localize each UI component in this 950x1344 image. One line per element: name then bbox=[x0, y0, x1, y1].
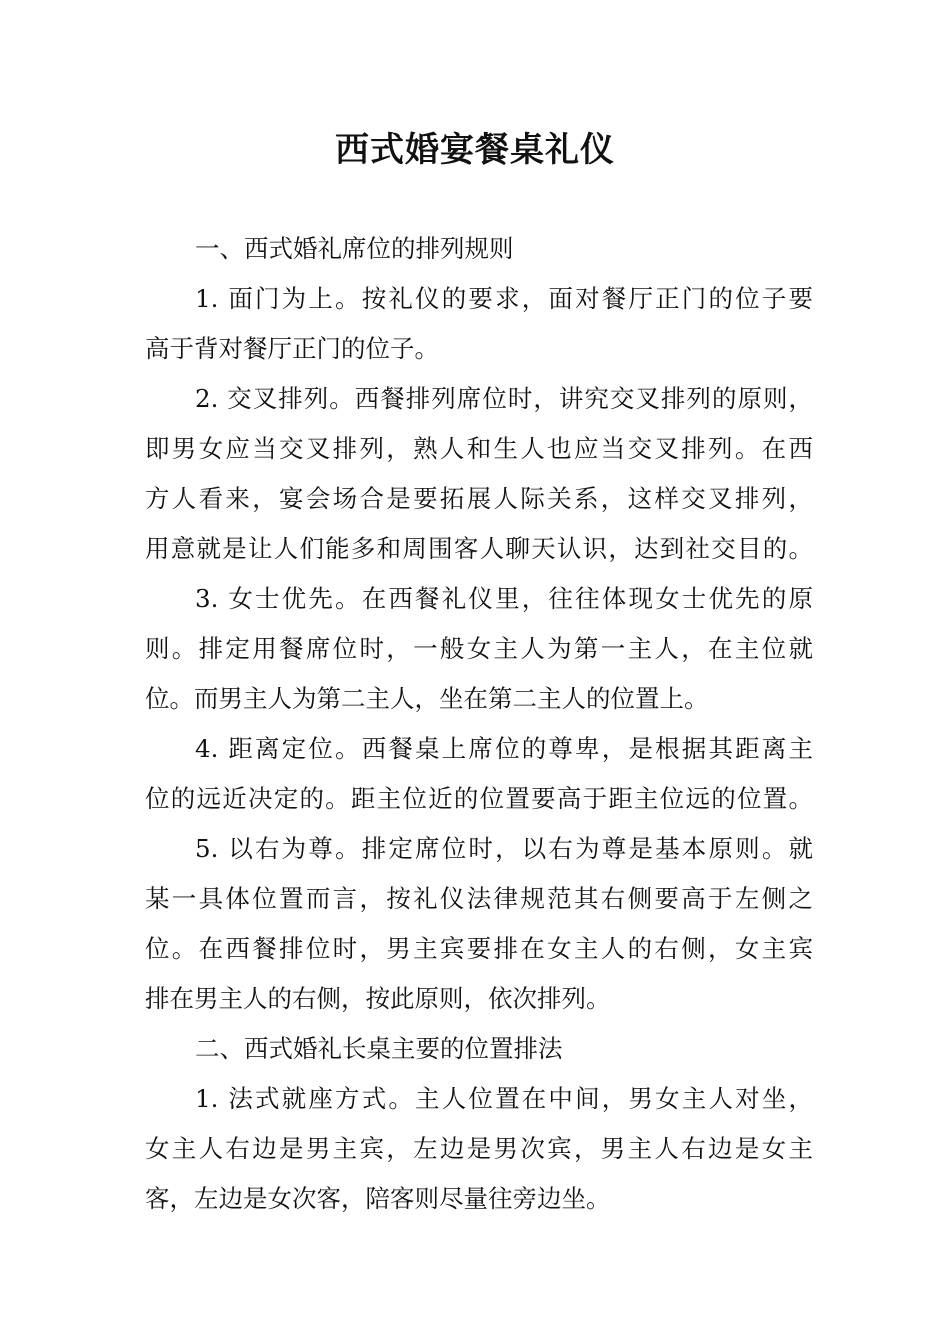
text-line: 位的远近决定的。距主位近的位置要高于距主位远的位置。 bbox=[145, 784, 813, 813]
text-line: 2. 交叉排列。西餐排列席位时，讲究交叉排列的原则， bbox=[195, 384, 813, 413]
text-line: 即男女应当交叉排列，熟人和生人也应当交叉排列。在西 bbox=[145, 434, 813, 463]
text-line: 用意就是让人们能多和周围客人聊天认识，达到社交目的。 bbox=[145, 534, 813, 563]
text-line: 则。排定用餐席位时，一般女主人为第一主人，在主位就 bbox=[145, 634, 813, 663]
document-title: 西式婚宴餐桌礼仪 bbox=[335, 130, 615, 170]
text-line: 二、西式婚礼长桌主要的位置排法 bbox=[195, 1034, 563, 1063]
text-line: 某一具体位置而言，按礼仪法律规范其右侧要高于左侧之 bbox=[145, 884, 813, 913]
document-body bbox=[145, 224, 813, 1224]
text-line: 高于背对餐厅正门的位子。 bbox=[145, 334, 439, 363]
text-line: 方人看来，宴会场合是要拓展人际关系，这样交叉排列， bbox=[145, 484, 813, 513]
text-line: 位。而男主人为第二主人，坐在第二主人的位置上。 bbox=[145, 684, 709, 713]
text-line: 1. 法式就座方式。主人位置在中间，男女主人对坐， bbox=[195, 1084, 813, 1113]
text-line: 排在男主人的右侧，按此原则，依次排列。 bbox=[145, 984, 611, 1013]
text-line: 5. 以右为尊。排定席位时，以右为尊是基本原则。就 bbox=[195, 834, 813, 863]
text-line: 客，左边是女次客，陪客则尽量往旁边坐。 bbox=[145, 1184, 611, 1213]
text-line: 4. 距离定位。西餐桌上席位的尊卑，是根据其距离主 bbox=[195, 734, 813, 763]
text-line: 1. 面门为上。按礼仪的要求，面对餐厅正门的位子要 bbox=[195, 284, 813, 313]
text-line: 一、西式婚礼席位的排列规则 bbox=[195, 234, 514, 263]
text-line: 位。在西餐排位时，男主宾要排在女主人的右侧，女主宾 bbox=[145, 934, 813, 963]
text-line: 女主人右边是男主宾，左边是男次宾，男主人右边是女主 bbox=[145, 1134, 813, 1163]
text-line: 3. 女士优先。在西餐礼仪里，往往体现女士优先的原 bbox=[195, 584, 813, 613]
